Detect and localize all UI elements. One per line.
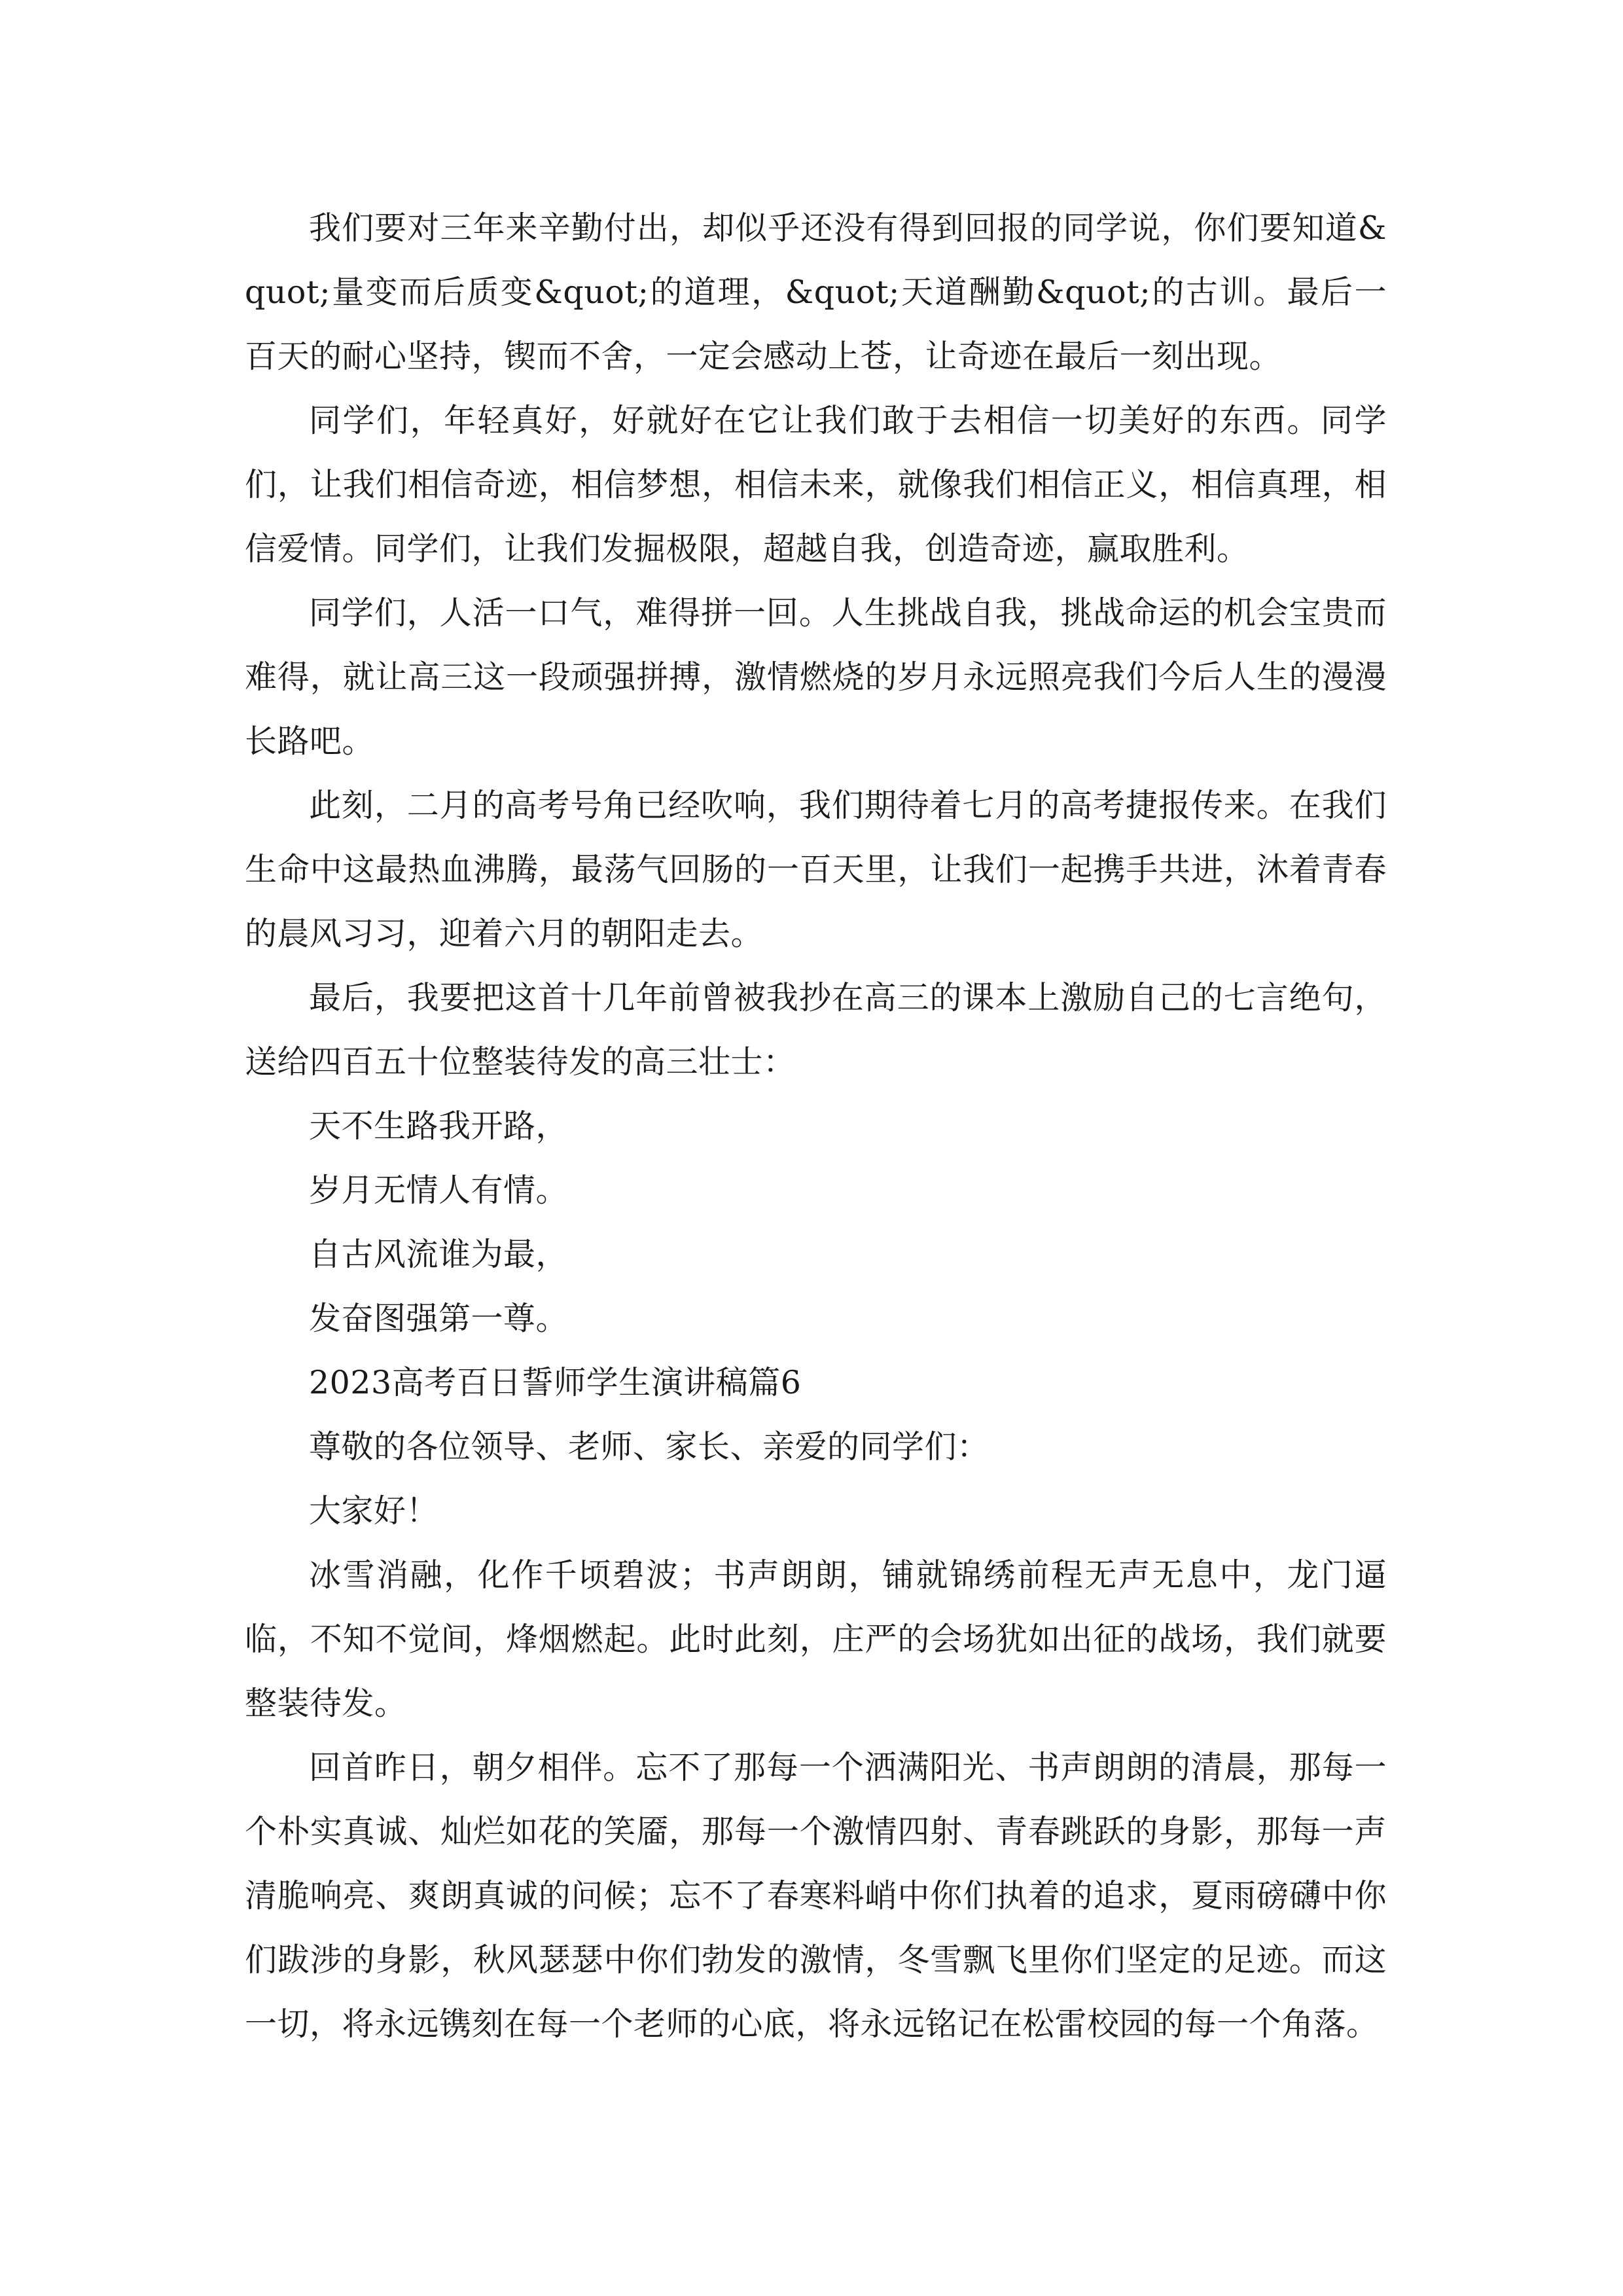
- section-title: 2023高考百日誓师学生演讲稿篇6: [309, 1364, 802, 1401]
- poem-line: 发奋图强第一尊。: [309, 1300, 569, 1337]
- body-paragraph: 同学们，人活一口气，难得拼一回。人生挑战自我，挑战命运的机会宝贵而难得，就让高三这一段顽强拼搏，激情燃烧的岁月永远照亮我们今后人生的漫漫长路吧。: [245, 594, 1387, 760]
- greeting: 大家好！: [309, 1492, 439, 1530]
- body-paragraph: 回首昨日，朝夕相伴。忘不了那每一个洒满阳光、书声朗朗的清晨，那每一个朴实真诚、灿烂如花的笑靥，那每一个激情四射、青春跳跃的身影，那每一声清脆响亮、爽朗真诚的问候；忘不了春寒料峭中你们执着的追求，夏雨磅礴中你们跋涉的身影，秋风瑟瑟中你们勃发的激情，冬雪飘飞里你们坚定的足迹。而这一切，将永远镌刻在每一个老师的心底，将永远铭记在松雷校园的每一个角落。: [245, 1749, 1387, 2043]
- body-paragraph: 最后，我要把这首十几年前曾被我抄在高三的课本上激励自己的七言绝句，送给四百五十位整装待发的高三壮士：: [245, 979, 1387, 1081]
- salutation: 尊敬的各位领导、老师、家长、亲爱的同学们：: [309, 1428, 990, 1465]
- body-paragraph: 我们要对三年来辛勤付出，却似乎还没有得到回报的同学说，你们要知道&quot;量变而后质变&quot;的道理，&quot;天道酬勤&quot;的古训。最后一百天的耐心坚持，锲而不舍，一定会感动上苍，让奇迹在最后一刻出现。: [245, 209, 1387, 375]
- body-paragraph: 同学们，年轻真好，好就好在它让我们敢于去相信一切美好的东西。同学们，让我们相信奇迹，相信梦想，相信未来，就像我们相信正义，相信真理，相信爱情。同学们，让我们发掘极限，超越自我，创造奇迹，赢取胜利。: [245, 402, 1387, 567]
- poem-line: 天不生路我开路，: [309, 1107, 569, 1145]
- body-paragraph: 此刻，二月的高考号角已经吹响，我们期待着七月的高考捷报传来。在我们生命中这最热血沸腾，最荡气回肠的一百天里，让我们一起携手共进，沐着青春的晨风习习，迎着六月的朝阳走去。: [245, 787, 1387, 952]
- body-paragraph: 冰雪消融，化作千顷碧波；书声朗朗，铺就锦绣前程无声无息中，龙门逼临，不知不觉间，烽烟燃起。此时此刻，庄严的会场犹如出征的战场，我们就要整装待发。: [245, 1556, 1387, 1722]
- document-body: [245, 196, 1387, 2056]
- poem-line: 岁月无情人有情。: [309, 1172, 569, 1209]
- poem-line: 自古风流谁为最，: [309, 1236, 569, 1273]
